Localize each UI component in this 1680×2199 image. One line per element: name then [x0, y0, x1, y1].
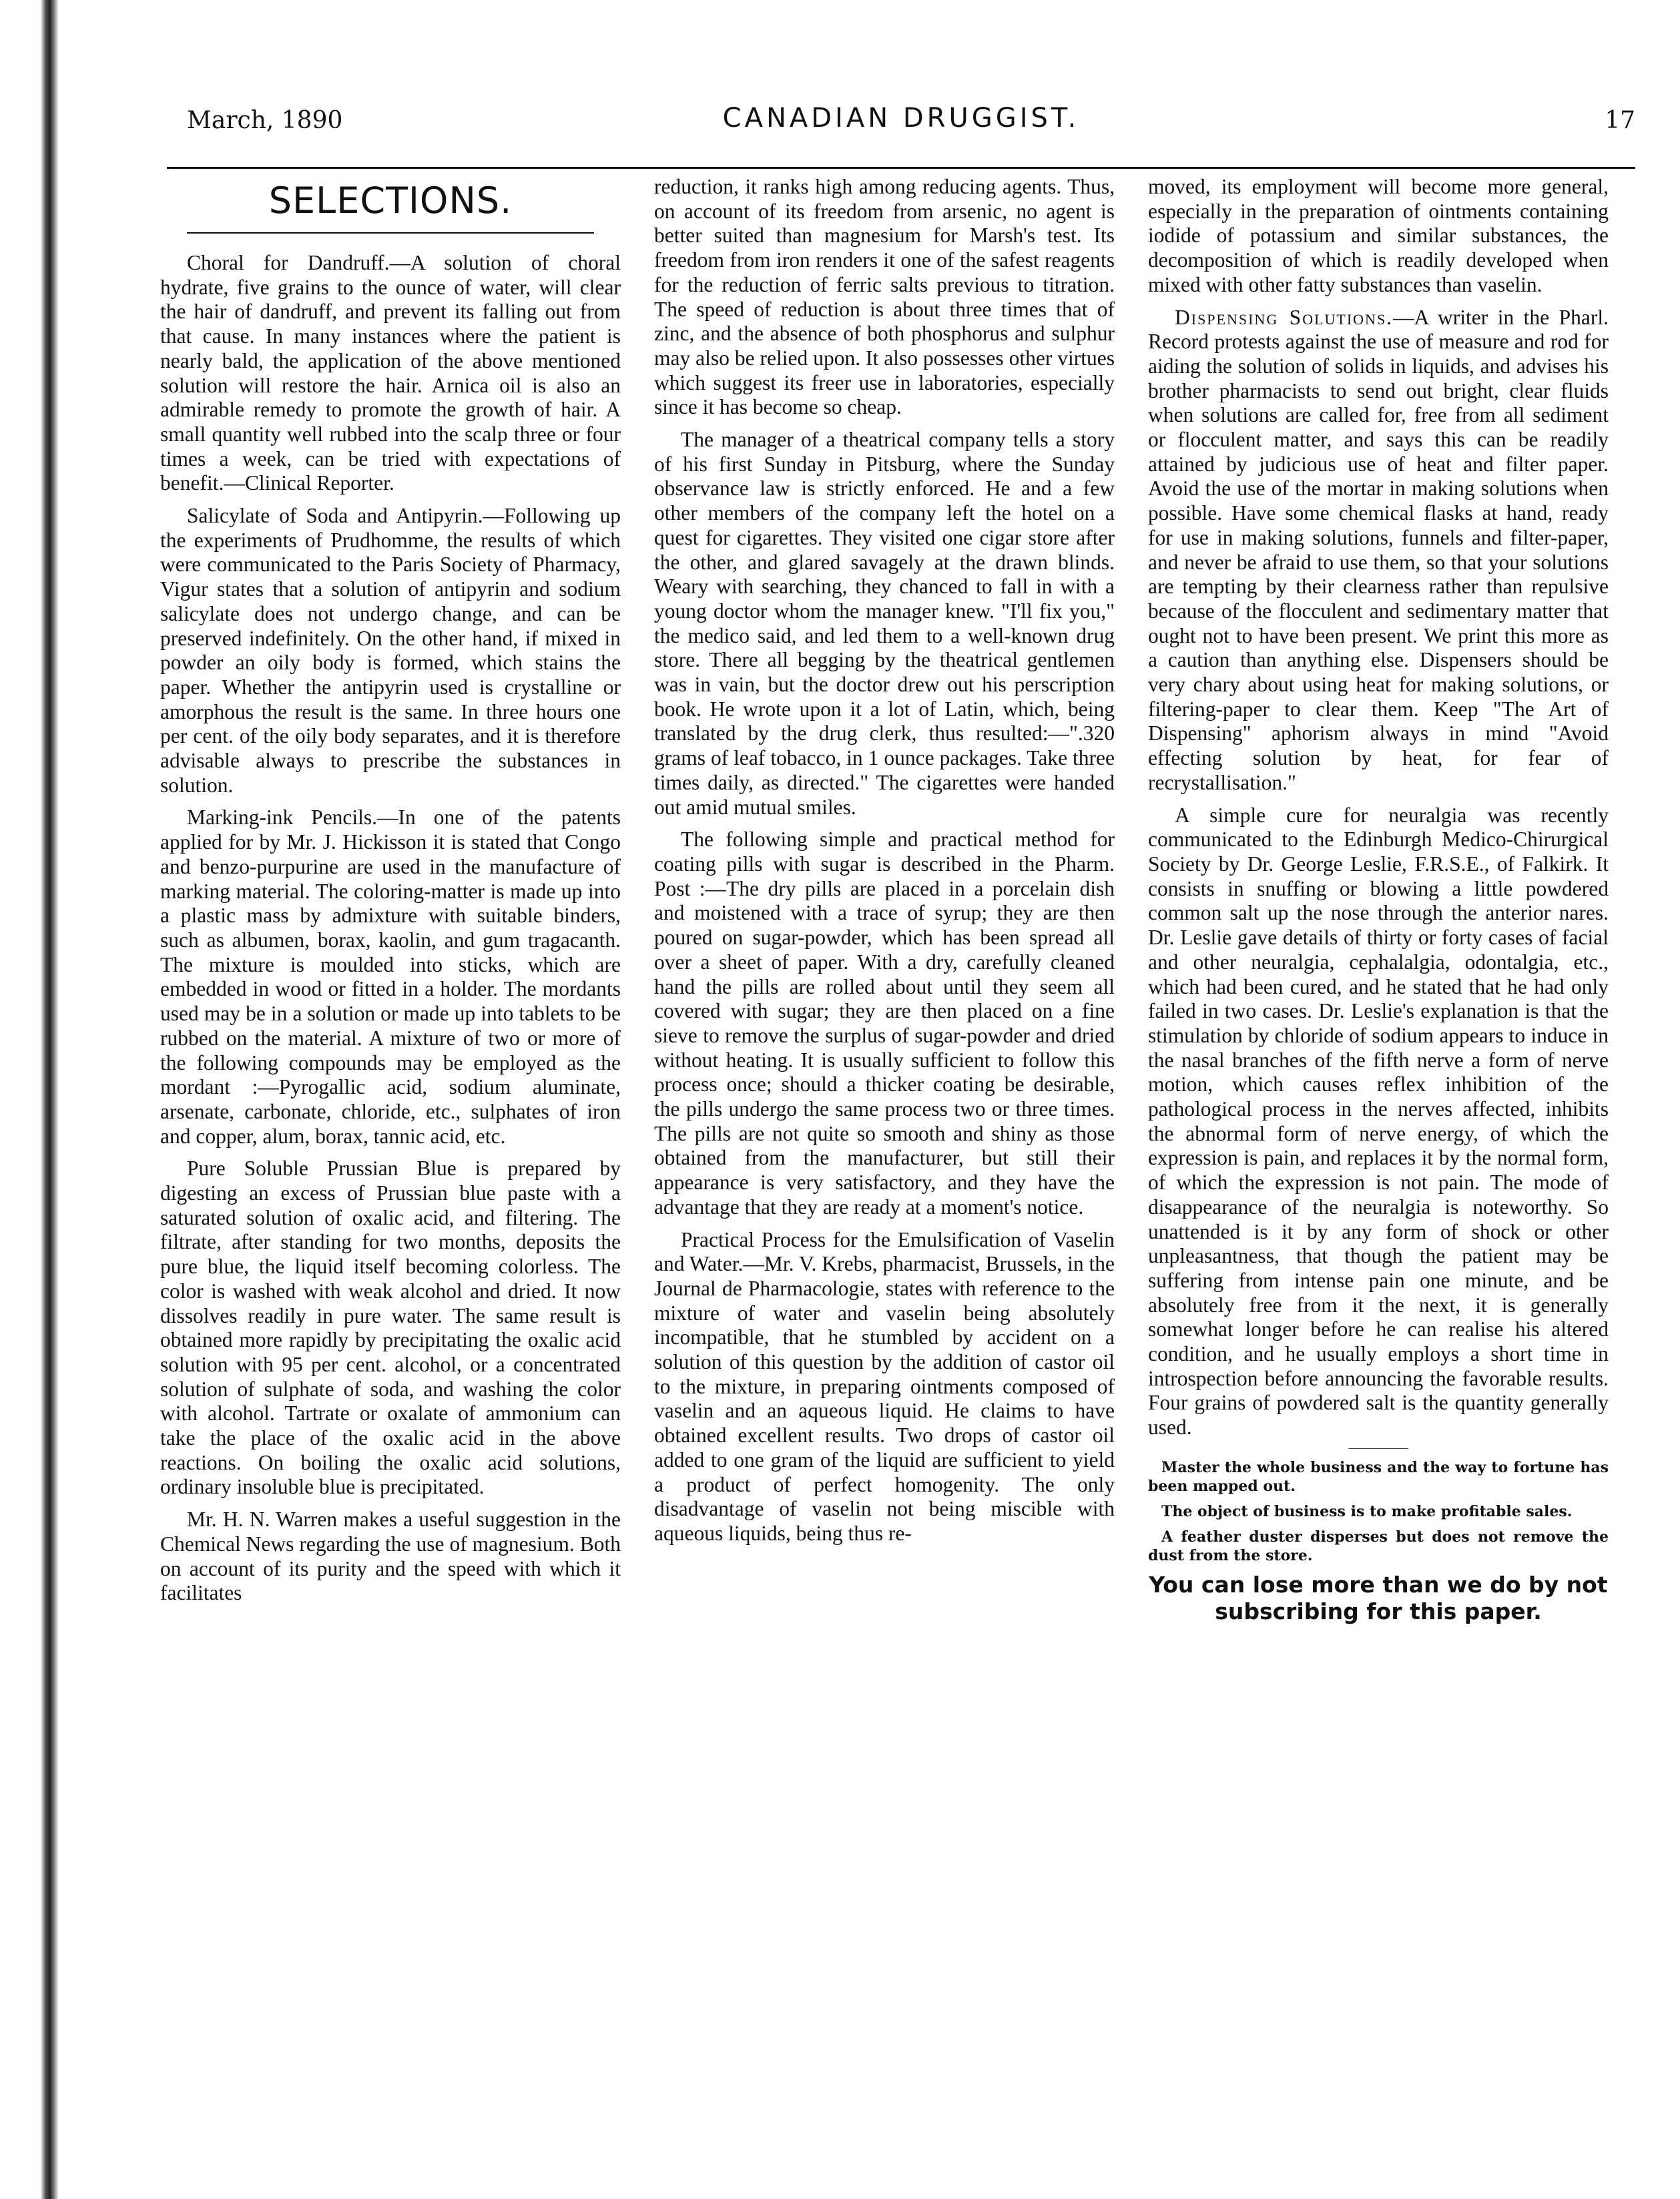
column-3: [1148, 175, 1609, 1625]
article-body: —A writer in the Pharl. Record protests against the use of measure and rod for aiding the solution of solids in liquids, and advises his brother pharmacists to send out bright, clear fluids when solutions are called for, free from all sediment or flocculent matter, and says this can be readily attained by judicious use of heat and filter paper. Avoid the use of the mortar in making solutions when possible. Have some chemical flasks at hand, ready for use in making solutions, funnels and filter-paper, and never be afraid to use them, so that your solutions are tempting by their clearness rather than repulsive because of the flocculent and sedimentary matter that ought not to have been present. We print this more as a caution than anything else. Dispensers should be very chary about using heat for making solutions, or filtering-paper to clear them. Keep "The Art of Dispensing" aphorism always in mind "Avoid effecting solution by heat, for fear of recrystallisation.": [1148, 305, 1609, 794]
article-magnesium-start: Mr. H. N. Warren makes a useful suggestion in the Chemical News regarding the use of magnesium. Both on account of its purity and the speed with which it facilitates: [160, 1508, 621, 1605]
article-heading: Dispensing Solutions.: [1175, 305, 1394, 329]
publication-title: CANADIAN DRUGGIST.: [722, 103, 1080, 133]
business-note: Master the whole business and the way to fortune has been mapped out.: [1148, 1458, 1609, 1495]
page-header: [167, 100, 1635, 147]
section-title: SELECTIONS.: [268, 180, 513, 222]
article-chloral-dandruff: Choral for Dandruff.—A solution of choral hydrate, five grains to the ounce of water, will clear the hair of dandruff, and prevent its falling out from that cause. In many instances where the patient is nearly bald, the application of the above mentioned solution will restore the hair. Arnica oil is also an admirable remedy to promote the growth of hair. A small quantity well rubbed into the scalp three or four times a week, can be tried with expectations of benefit.—Clinical Reporter.: [160, 251, 621, 495]
article-prussian-blue: Pure Soluble Prussian Blue is prepared by digesting an excess of Prussian blue paste with a saturated solution of oxalic acid, and filtering. The filtrate, after standing for two months, deposits the pure blue, the liquid itself becoming colorless. The color is washed with weak alcohol and dried. It now dissolves readily in pure water. The same result is obtained more rapidly by precipitating the oxalic acid solution with 95 per cent. alcohol, or a concentrated solution of sulphate of soda, and washing the color with alcohol. Tartrate or oxalate of ammonium can take the place of the oxalic acid in the above reactions. On boiling the oxalic acid solutions, ordinary insoluble blue is precipitated.: [160, 1157, 621, 1499]
article-vaselin-cont: moved, its employment will become more general, especially in the preparation of ointments containing iodide of potassium and similar substances, the decomposition of which is readily developed when mixed with other fatty substances than vaselin.: [1148, 175, 1609, 296]
article-magnesium-cont: reduction, it ranks high among reducing agents. Thus, on account of its freedom from arsenic, no agent is better suited than magnesium for Marsh's test. Its freedom from iron renders it one of the safest reagents for the reduction of ferric salts previous to titration. The speed of reduction is about three times that of zinc, and the absence of both phosphorus and sulphur may also be relied upon. It also possesses other virtues which suggest its freer use in laboratories, especially since it has become so cheap.: [654, 175, 1115, 419]
article-neuralgia-cure: A simple cure for neuralgia was recently communicated to the Edinburgh Medico-Chirurgical Society by Dr. George Leslie, F.R.S.E., of Falkirk. It consists in snuffing or blowing a little powdered common salt up the nose through the anterior nares. Dr. Leslie gave details of thirty or forty cases of facial and other neuralgia, cephalalgia, odontalgia, etc., which had been cured, and he stated that he had only failed in two cases. Dr. Leslie's explanation is that the stimulation by chloride of sodium appears to induce in the nasal branches of the fifth nerve a form of nerve motion, which causes reflex inhibition of the pathological process in the nerves affected, inhibits the abnormal form of nerve energy, of which the expression is pain, and replaces it by the normal form, of which the expression is not pain. The mode of disappearance of the neuralgia is noteworthy. So unattended is it by any form of shock or other unpleasantness, that though the patient may be suffering from intense pain one minute, and be absolutely free from it the next, it is generally somewhat longer before he can realise his altered condition, and he usually employs a short time in introspection before announcing the favorable results. Four grains of powdered salt is the quantity generally used.: [1148, 803, 1609, 1440]
page-number: 17: [1605, 107, 1635, 134]
page-binding-edge: [0, 0, 73, 2199]
issue-date: March, 1890: [187, 107, 343, 134]
title-rule: [187, 232, 594, 234]
article-dispensing-solutions: [1148, 306, 1609, 796]
article-salicylate-antipyrin: Salicylate of Soda and Antipyrin.—Following up the experiments of Prudhomme, the results of which were communicated to the Paris Society of Pharmacy, Vigur states that a solution of antipyrin and sodium salicylate does not undergo change, and can be preserved indefinitely. On the other hand, if mixed in powder an oily body is formed, which stains the paper. Whether the antipyrin used is crystalline or amorphous the result is the same. In three hours one per cent. of the oily body separates, and it is therefore advisable always to prescribe the substances in solution.: [160, 504, 621, 797]
business-note: The object of business is to make profitable sales.: [1161, 1502, 1573, 1520]
separator-rule: [1348, 1448, 1408, 1449]
article-vaselin-emulsification: Practical Process for the Emulsification of Vaselin and Water.—Mr. V. Krebs, pharmacist, Brussels, in the Journal de Pharmacologie, states with reference to the mixture of water and vaselin being absolutely incompatible, that he stumbled by accident on a solution of this question by the addition of castor oil to the mixture, in preparing ointments composed of vaselin and an aqueous liquid. He claims to have obtained excellent results. Two drops of castor oil added to one gram of the liquid are sufficient to yield a product of perfect homogenity. The only disadvantage of vaselin not being miscible with aqueous liquids, being thus re-: [654, 1227, 1115, 1545]
subscription-ad: You can lose more than we do by not subscribing for this paper.: [1149, 1571, 1608, 1624]
article-coating-pills: The following simple and practical method for coating pills with sugar is described in the Pharm. Post :—The dry pills are placed in a porcelain dish and moistened with a trace of syrup; they are then poured on sugar-powder, which has been spread all over a sheet of paper. With a dry, carefully cleaned hand the pills are rolled about until they seem all covered with sugar; they are then placed on a fine sieve to remove the surplus of sugar-powder and dried without heating. It is usually sufficient to follow this process once; should a thicker coating be desirable, the pills undergo the same process two or three times. The pills are not quite so smooth and shiny as those obtained from the manufacturer, but still their appearance is very satisfactory, and they have the advantage that they are ready at a moment's notice.: [654, 828, 1115, 1219]
business-notes: [1148, 1458, 1609, 1565]
header-rule: [167, 167, 1635, 169]
column-2: [654, 175, 1115, 1554]
article-marking-ink-pencils: Marking-ink Pencils.—In one of the patents applied for by Mr. J. Hickisson it is stated that Congo and benzo-purpurine are used in the manufacture of marking material. The coloring-matter is made up into a plastic mass by admixture with suitable binders, such as albumen, borax, kaolin, and gum tragacanth. The mixture is moulded into sticks, which are embedded in wood or fitted in a holder. The mordants used may be in a solution or made up into tablets to be rubbed on the material. A mixture of two or more of the following compounds may be employed as the mordant :—Pyrogallic acid, sodium aluminate, arsenate, carbonate, chloride, etc., sulphates of iron and copper, alum, borax, tannic acid, etc.: [160, 806, 621, 1148]
article-theatrical-manager: The manager of a theatrical company tells a story of his first Sunday in Pitsburg, where the Sunday observance law is strictly enforced. He and a few other members of the company left the hotel on a quest for cigarettes. They visited one cigar store after the other, and glared savagely at the drawn blinds. Weary with searching, they chanced to fall in with a young doctor whom the manager knew. "I'll fix you," the medico said, and led them to a well-known drug store. There all begging by the theatrical gentlemen was in vain, but the doctor drew out his perscription book. He wrote upon it a lot of Latin, which, being translated by the drug clerk, thus resulted:—".320 grams of leaf tobacco, in 1 ounce packages. Take three times daily, as directed." The cigarettes were handed out amid mutual smiles.: [654, 428, 1115, 819]
column-1: [160, 175, 621, 1614]
business-note: A feather duster disperses but does not remove the dust from the store.: [1148, 1528, 1609, 1564]
